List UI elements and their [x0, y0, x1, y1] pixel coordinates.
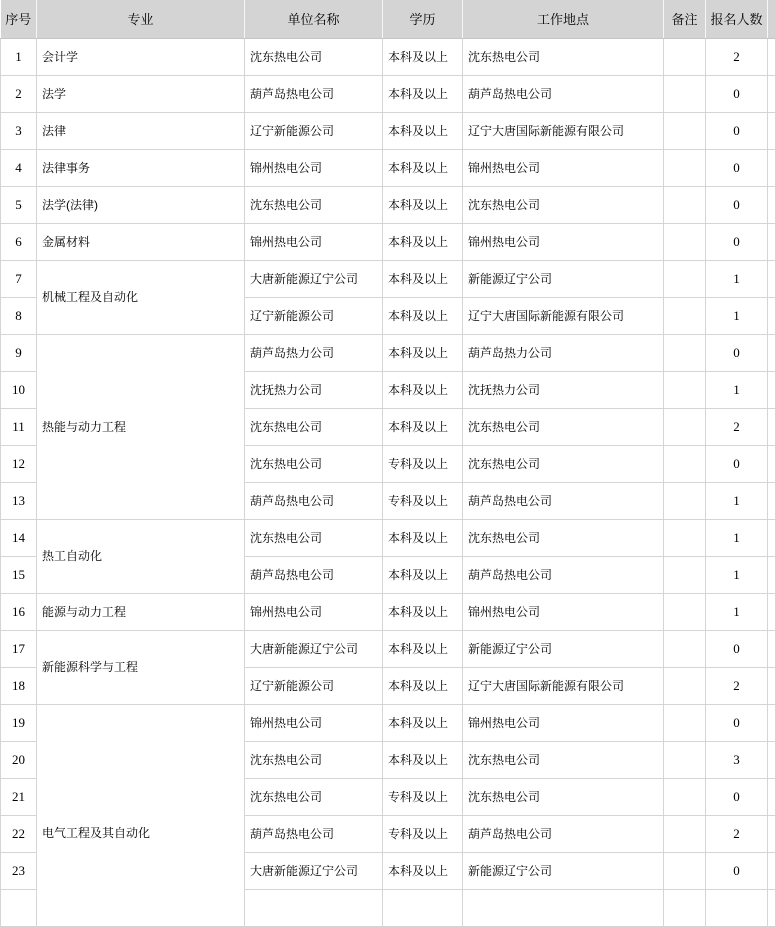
location-cell: 辽宁大唐国际新能源有限公司 [463, 297, 664, 334]
note-cell [664, 667, 706, 704]
row-number-cell: 16 [1, 593, 37, 630]
note-cell [664, 741, 706, 778]
degree-cell: 本科及以上 [383, 408, 463, 445]
location-cell: 新能源辽宁公司 [463, 260, 664, 297]
company-cell: 辽宁新能源公司 [245, 297, 383, 334]
company-cell: 沈东热电公司 [245, 186, 383, 223]
degree-cell: 本科及以上 [383, 223, 463, 260]
applicant-count-cell: 0 [706, 112, 768, 149]
applicant-count-cell: 0 [706, 778, 768, 815]
location-cell: 沈东热电公司 [463, 778, 664, 815]
major-cell [37, 223, 245, 260]
table-row [1, 112, 775, 149]
location-cell: 沈东热电公司 [463, 408, 664, 445]
applicant-count-cell: 0 [706, 630, 768, 667]
major-label: 热工自动化 [42, 548, 239, 564]
applicant-count-cell: 2 [706, 815, 768, 852]
row-number-cell: 21 [1, 778, 37, 815]
clipped-cell [768, 630, 775, 667]
clipped-cell [768, 556, 775, 593]
note-cell [664, 556, 706, 593]
row-number-cell: 8 [1, 297, 37, 334]
clipped-cell [768, 445, 775, 482]
note-cell [664, 408, 706, 445]
clipped-cell [768, 482, 775, 519]
applicant-count-cell: 3 [706, 741, 768, 778]
clipped-cell [768, 149, 775, 186]
location-cell: 新能源辽宁公司 [463, 852, 664, 889]
row-number-cell: 14 [1, 519, 37, 556]
company-cell: 沈东热电公司 [245, 408, 383, 445]
note-cell [664, 519, 706, 556]
clipped-cell [768, 741, 775, 778]
company-cell: 锦州热电公司 [245, 704, 383, 741]
location-cell: 沈东热电公司 [463, 38, 664, 75]
row-number-cell: 6 [1, 223, 37, 260]
company-cell: 葫芦岛热力公司 [245, 334, 383, 371]
clipped-cell [768, 112, 775, 149]
note-cell [664, 112, 706, 149]
company-cell: 葫芦岛热电公司 [245, 815, 383, 852]
applicant-count-cell: 2 [706, 38, 768, 75]
table-row [1, 519, 775, 556]
note-cell [664, 149, 706, 186]
company-cell: 大唐新能源辽宁公司 [245, 630, 383, 667]
note-cell [664, 371, 706, 408]
degree-cell: 本科及以上 [383, 852, 463, 889]
location-cell: 葫芦岛热电公司 [463, 482, 664, 519]
clipped-cell [768, 260, 775, 297]
degree-cell: 本科及以上 [383, 149, 463, 186]
major-cell [37, 704, 245, 926]
location-cell: 锦州热电公司 [463, 593, 664, 630]
table-row [1, 334, 775, 371]
degree-cell [383, 889, 463, 926]
applicant-count-cell: 0 [706, 852, 768, 889]
location-cell: 沈东热电公司 [463, 445, 664, 482]
company-cell: 锦州热电公司 [245, 593, 383, 630]
major-label: 电气工程及其自动化 [42, 705, 239, 841]
degree-cell: 专科及以上 [383, 482, 463, 519]
note-cell [664, 482, 706, 519]
company-cell: 葫芦岛热电公司 [245, 75, 383, 112]
applicant-count-cell [706, 889, 768, 926]
applicant-count-cell: 0 [706, 704, 768, 741]
clipped-cell [768, 778, 775, 815]
row-number-cell [1, 889, 37, 926]
clipped-cell [768, 186, 775, 223]
row-number-cell: 11 [1, 408, 37, 445]
clipped-cell [768, 334, 775, 371]
company-cell: 沈东热电公司 [245, 778, 383, 815]
company-cell: 辽宁新能源公司 [245, 112, 383, 149]
clipped-cell [768, 408, 775, 445]
company-cell: 沈东热电公司 [245, 38, 383, 75]
column-header-degree: 学历 [383, 0, 463, 38]
major-label: 法学 [42, 86, 239, 102]
column-header-location: 工作地点 [463, 0, 664, 38]
major-cell [37, 260, 245, 334]
table-row [1, 186, 775, 223]
major-cell [37, 593, 245, 630]
row-number-cell: 5 [1, 186, 37, 223]
major-label: 会计学 [42, 49, 239, 65]
degree-cell: 本科及以上 [383, 75, 463, 112]
row-number-cell: 23 [1, 852, 37, 889]
major-cell [37, 186, 245, 223]
row-number-cell: 15 [1, 556, 37, 593]
table-row [1, 223, 775, 260]
company-cell: 葫芦岛热电公司 [245, 556, 383, 593]
note-cell [664, 75, 706, 112]
note-cell [664, 852, 706, 889]
major-label: 法律事务 [42, 160, 239, 176]
location-cell: 葫芦岛热电公司 [463, 556, 664, 593]
row-number-cell: 4 [1, 149, 37, 186]
column-header-no: 序号 [1, 0, 37, 38]
degree-cell: 专科及以上 [383, 815, 463, 852]
table-row [1, 593, 775, 630]
clipped-cell [768, 371, 775, 408]
location-cell: 辽宁大唐国际新能源有限公司 [463, 667, 664, 704]
location-cell: 新能源辽宁公司 [463, 630, 664, 667]
location-cell: 葫芦岛热力公司 [463, 334, 664, 371]
column-header-major: 专业 [37, 0, 245, 38]
major-cell [37, 149, 245, 186]
major-cell [37, 519, 245, 593]
company-cell: 锦州热电公司 [245, 149, 383, 186]
column-header-company: 单位名称 [245, 0, 383, 38]
location-cell [463, 889, 664, 926]
clipped-cell [768, 38, 775, 75]
degree-cell: 本科及以上 [383, 297, 463, 334]
table-row [1, 38, 775, 75]
note-cell [664, 334, 706, 371]
row-number-cell: 20 [1, 741, 37, 778]
degree-cell: 专科及以上 [383, 445, 463, 482]
clipped-cell [768, 815, 775, 852]
clipped-cell [768, 223, 775, 260]
degree-cell: 专科及以上 [383, 778, 463, 815]
note-cell [664, 630, 706, 667]
degree-cell: 本科及以上 [383, 556, 463, 593]
column-header-count: 报名人数 [706, 0, 768, 38]
applicant-count-cell: 0 [706, 75, 768, 112]
note-cell [664, 445, 706, 482]
table-row [1, 149, 775, 186]
applicant-count-cell: 1 [706, 297, 768, 334]
row-number-cell: 9 [1, 334, 37, 371]
row-number-cell: 13 [1, 482, 37, 519]
row-number-cell: 19 [1, 704, 37, 741]
table-row [1, 704, 775, 741]
degree-cell: 本科及以上 [383, 260, 463, 297]
location-cell: 沈抚热力公司 [463, 371, 664, 408]
row-number-cell: 10 [1, 371, 37, 408]
degree-cell: 本科及以上 [383, 186, 463, 223]
clipped-cell [768, 75, 775, 112]
major-label: 机械工程及自动化 [42, 289, 239, 305]
applicant-count-cell: 0 [706, 445, 768, 482]
applicant-count-cell: 0 [706, 186, 768, 223]
applicant-count-cell: 0 [706, 334, 768, 371]
row-number-cell: 1 [1, 38, 37, 75]
note-cell [664, 297, 706, 334]
major-label: 新能源科学与工程 [42, 659, 239, 675]
company-cell: 锦州热电公司 [245, 223, 383, 260]
applicant-count-cell: 1 [706, 593, 768, 630]
row-number-cell: 12 [1, 445, 37, 482]
location-cell: 锦州热电公司 [463, 704, 664, 741]
row-number-cell: 3 [1, 112, 37, 149]
note-cell [664, 593, 706, 630]
row-number-cell: 17 [1, 630, 37, 667]
degree-cell: 本科及以上 [383, 704, 463, 741]
company-cell: 沈东热电公司 [245, 741, 383, 778]
applicant-count-cell: 1 [706, 260, 768, 297]
applicant-count-cell: 1 [706, 519, 768, 556]
note-cell [664, 704, 706, 741]
note-cell [664, 38, 706, 75]
clipped-cell [768, 889, 775, 926]
degree-cell: 本科及以上 [383, 38, 463, 75]
degree-cell: 本科及以上 [383, 593, 463, 630]
clipped-column-header [768, 0, 775, 38]
major-label: 热能与动力工程 [42, 419, 239, 435]
location-cell: 锦州热电公司 [463, 149, 664, 186]
applicant-count-cell: 1 [706, 371, 768, 408]
clipped-cell [768, 593, 775, 630]
major-cell [37, 38, 245, 75]
company-cell: 沈东热电公司 [245, 519, 383, 556]
applicant-count-cell: 2 [706, 667, 768, 704]
clipped-cell [768, 667, 775, 704]
row-number-cell: 7 [1, 260, 37, 297]
applicant-count-cell: 0 [706, 149, 768, 186]
major-label: 法律 [42, 123, 239, 139]
company-cell: 葫芦岛热电公司 [245, 482, 383, 519]
degree-cell: 本科及以上 [383, 741, 463, 778]
location-cell: 辽宁大唐国际新能源有限公司 [463, 112, 664, 149]
major-cell [37, 334, 245, 519]
note-cell [664, 223, 706, 260]
table-row [1, 75, 775, 112]
major-cell [37, 75, 245, 112]
location-cell: 沈东热电公司 [463, 741, 664, 778]
clipped-cell [768, 852, 775, 889]
applicant-count-cell: 1 [706, 556, 768, 593]
location-cell: 葫芦岛热电公司 [463, 815, 664, 852]
degree-cell: 本科及以上 [383, 112, 463, 149]
table-row [1, 260, 775, 297]
note-cell [664, 260, 706, 297]
note-cell [664, 186, 706, 223]
company-cell: 大唐新能源辽宁公司 [245, 852, 383, 889]
company-cell [245, 889, 383, 926]
column-header-note: 备注 [664, 0, 706, 38]
major-cell [37, 112, 245, 149]
row-number-cell: 18 [1, 667, 37, 704]
clipped-cell [768, 519, 775, 556]
degree-cell: 本科及以上 [383, 667, 463, 704]
clipped-cell [768, 297, 775, 334]
note-cell [664, 889, 706, 926]
table-body [1, 38, 775, 926]
clipped-cell [768, 704, 775, 741]
applicant-count-cell: 2 [706, 408, 768, 445]
location-cell: 沈东热电公司 [463, 519, 664, 556]
location-cell: 沈东热电公司 [463, 186, 664, 223]
applicant-count-cell: 0 [706, 223, 768, 260]
degree-cell: 本科及以上 [383, 630, 463, 667]
table-header-row [1, 0, 775, 38]
note-cell [664, 778, 706, 815]
location-cell: 葫芦岛热电公司 [463, 75, 664, 112]
major-label: 法学(法律) [42, 197, 239, 213]
major-label: 金属材料 [42, 234, 239, 250]
table-row [1, 630, 775, 667]
applicant-count-cell: 1 [706, 482, 768, 519]
company-cell: 大唐新能源辽宁公司 [245, 260, 383, 297]
location-cell: 锦州热电公司 [463, 223, 664, 260]
company-cell: 辽宁新能源公司 [245, 667, 383, 704]
row-number-cell: 22 [1, 815, 37, 852]
company-cell: 沈东热电公司 [245, 445, 383, 482]
degree-cell: 本科及以上 [383, 334, 463, 371]
major-label: 能源与动力工程 [42, 604, 239, 620]
degree-cell: 本科及以上 [383, 371, 463, 408]
company-cell: 沈抚热力公司 [245, 371, 383, 408]
note-cell [664, 815, 706, 852]
row-number-cell: 2 [1, 75, 37, 112]
major-cell [37, 630, 245, 704]
degree-cell: 本科及以上 [383, 519, 463, 556]
